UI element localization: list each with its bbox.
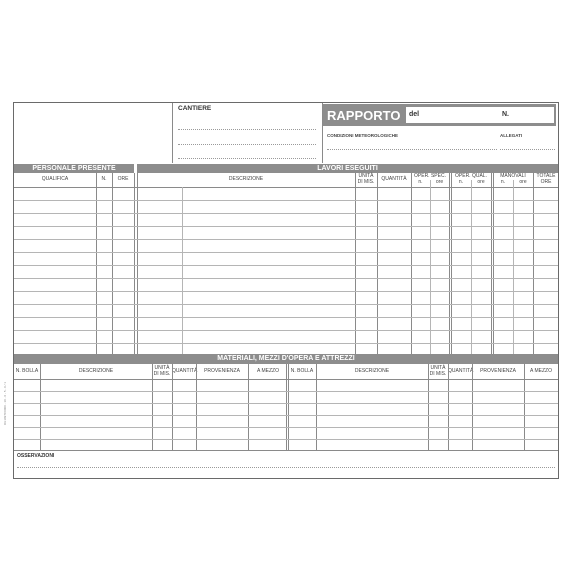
allegati-line	[500, 149, 555, 150]
mat-col-provenienza: PROVENIENZA	[204, 368, 240, 374]
lower-vline	[40, 364, 41, 450]
col-manovali-ore: ore	[519, 179, 527, 185]
cantiere-line-2	[178, 144, 316, 145]
lower-vline	[286, 364, 287, 450]
del-label: del	[409, 111, 420, 118]
osservazioni-label: OSSERVAZIONI	[17, 453, 55, 459]
upper-row-line	[14, 330, 558, 331]
upper-row-line	[14, 317, 558, 318]
upper-row-line	[14, 304, 558, 305]
mat-col-unita-1: UNITÀ	[154, 365, 170, 371]
side-print-code: DU1097C0000 - 10 - 0 - 5 - 0 / 1	[3, 381, 7, 425]
col-manovali: MANOVALI	[500, 173, 526, 179]
lower-row-line	[14, 427, 558, 428]
upper-row-line	[14, 226, 558, 227]
mat-col-descrizione: DESCRIZIONE	[78, 368, 114, 374]
mat-col-n-bolla: N. BOLLA	[15, 368, 39, 374]
col-totale-1: TOTALE	[536, 173, 556, 179]
allegati-label: ALLEGATI	[500, 133, 523, 138]
mat-col-quantita-2: QUANTITÀ	[448, 368, 474, 374]
upper-row-line	[14, 200, 558, 201]
upper-row-line	[14, 252, 558, 253]
upper-row-line	[14, 213, 558, 214]
mat-col-quantita: QUANTITÀ	[172, 368, 198, 374]
condizioni-line	[327, 149, 497, 150]
upper-row-line	[14, 278, 558, 279]
col-totale-2: ORE	[540, 179, 552, 185]
mat-col-unita-1-2: UNITÀ	[430, 365, 446, 371]
mat-col-unita-2-2: DI MIS.	[429, 371, 447, 377]
col-qualifica: QUALIFICA	[41, 176, 69, 182]
lower-row-line	[14, 415, 558, 416]
osservazioni-line-1	[17, 467, 555, 468]
mat-col-provenienza-2: PROVENIENZA	[480, 368, 516, 374]
col-manovali-n: n.	[500, 179, 506, 185]
col-oper-spec-n: n.	[418, 179, 423, 185]
lower-vline	[152, 364, 153, 450]
col-oper-spec: OPER. SPEC.	[414, 173, 446, 179]
lower-vline	[524, 364, 525, 450]
lower-vline	[172, 364, 173, 450]
cantiere-line-3	[178, 158, 316, 159]
upper-row-line	[14, 265, 558, 266]
col-quantita: QUANTITÀ	[381, 176, 407, 182]
report-sheet	[13, 102, 559, 479]
upper-row-line	[14, 343, 558, 344]
lower-row-line	[14, 439, 558, 440]
n-label: N.	[502, 111, 509, 118]
col-oper-qual-n: n.	[458, 179, 464, 185]
upper-vline	[513, 180, 514, 354]
col-oper-spec-ore: ore	[435, 179, 444, 185]
mat-col-a-mezzo-2: A MEZZO	[530, 368, 552, 374]
header-divider-1	[172, 103, 173, 163]
lavori-eseguiti-bar: LAVORI ESEGUITI	[137, 164, 558, 173]
col-descrizione: DESCRIZIONE	[228, 176, 264, 182]
col-ore: ORE	[117, 176, 129, 182]
condizioni-label: CONDIZIONI METEOROLOGICHE	[327, 133, 399, 138]
lower-vline	[196, 364, 197, 450]
lower-vline	[448, 364, 449, 450]
lower-vline	[428, 364, 429, 450]
mat-col-descrizione-2: DESCRIZIONE	[354, 368, 390, 374]
col-unita-2: DI MIS.	[357, 179, 375, 185]
col-n: N.	[101, 176, 107, 182]
lower-row-line	[14, 403, 558, 404]
materiali-bar: MATERIALI, MEZZI D'OPERA E ATTREZZI	[14, 354, 558, 364]
col-oper-qual: OPER. QUAL.	[455, 173, 487, 179]
mat-col-n-bolla-2: N. BOLLA	[290, 368, 314, 374]
cantiere-line-1	[178, 129, 316, 130]
mat-col-a-mezzo: A MEZZO	[257, 368, 279, 374]
osservazioni-top-line	[14, 450, 558, 451]
date-field[interactable]	[406, 107, 554, 123]
col-unita-1: UNITÀ	[358, 173, 374, 179]
lower-vline	[288, 364, 289, 450]
upper-row-line	[14, 239, 558, 240]
upper-vline	[471, 180, 472, 354]
upper-row-line	[14, 291, 558, 292]
lower-vline	[472, 364, 473, 450]
rapporto-title: RAPPORTO	[327, 108, 401, 123]
lower-vline	[248, 364, 249, 450]
personale-presente-bar: PERSONALE PRESENTE	[14, 164, 134, 173]
col-oper-qual-ore: ore	[477, 179, 485, 185]
lower-row-line	[14, 391, 558, 392]
upper-vline	[430, 180, 431, 354]
cantiere-label: CANTIERE	[178, 105, 212, 112]
lower-vline	[316, 364, 317, 450]
mat-col-unita-2: DI MIS.	[153, 371, 171, 377]
